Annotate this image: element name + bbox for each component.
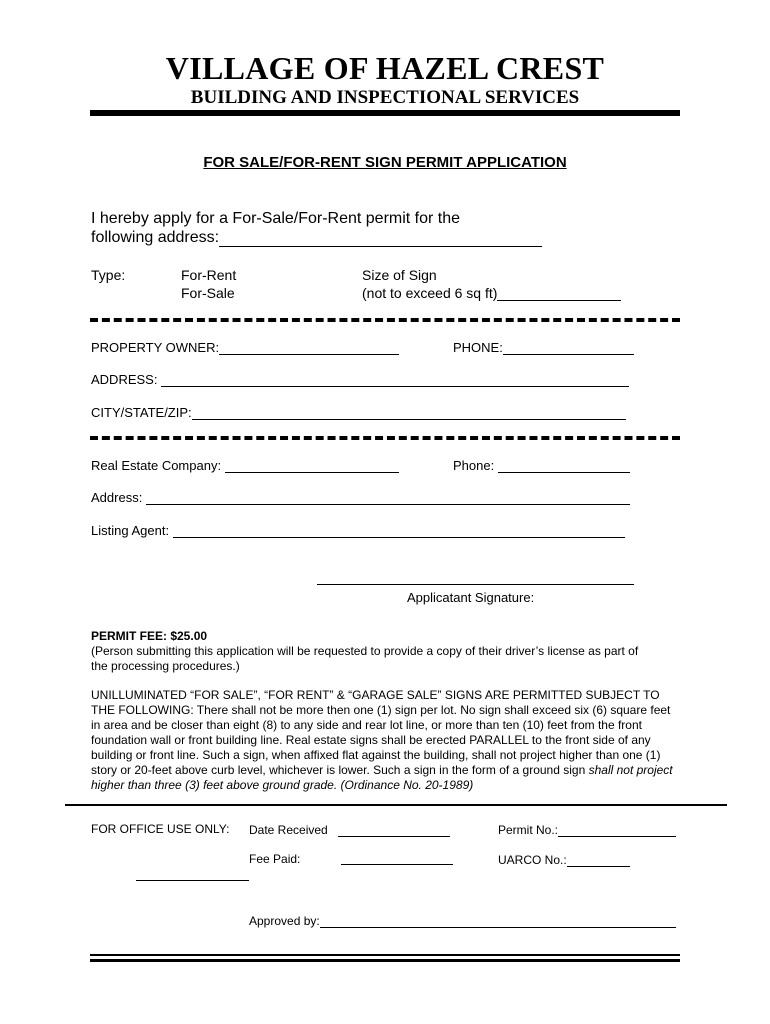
sign-rules-paragraph: [91, 688, 681, 793]
office-divider: [65, 804, 727, 806]
page-title: VILLAGE OF HAZEL CREST: [165, 50, 605, 86]
owner-phone-label: PHONE:: [453, 340, 503, 355]
address-field[interactable]: [219, 232, 542, 247]
fee-paid-label: Fee Paid:: [249, 852, 301, 866]
approved-by-field[interactable]: [320, 913, 676, 928]
permit-no-label: Permit No.:: [498, 823, 559, 837]
permit-no-row: [498, 822, 676, 837]
fee-note-line-2: the processing procedures.): [91, 659, 240, 673]
listing-agent-field[interactable]: [173, 523, 625, 538]
approved-by-row: [249, 913, 676, 928]
owner-city-row: [91, 405, 626, 420]
realtor-address-field[interactable]: [146, 490, 630, 505]
approved-by-label: Approved by:: [249, 914, 320, 928]
type-label: Type:: [91, 267, 126, 283]
size-label: Size of Sign: [362, 267, 437, 283]
owner-city-label: CITY/STATE/ZIP:: [91, 405, 192, 420]
company-field[interactable]: [225, 458, 399, 473]
office-blank-field[interactable]: [136, 880, 249, 881]
option-for-rent[interactable]: For-Rent: [181, 267, 237, 283]
date-received-label: Date Received: [249, 823, 328, 837]
owner-phone-field[interactable]: [503, 340, 634, 355]
header-divider: [90, 110, 680, 116]
office-use-label: FOR OFFICE USE ONLY:: [91, 822, 230, 836]
signature-label: Applicatant Signature:: [407, 590, 535, 605]
date-received-field[interactable]: [338, 822, 450, 837]
size-note: (not to exceed 6 sq ft): [362, 285, 498, 301]
property-owner-field[interactable]: [219, 340, 399, 355]
address-label: following address:: [91, 229, 220, 246]
fee-paid-field[interactable]: [341, 864, 453, 865]
date-received-row: [249, 822, 450, 837]
realtor-phone-field[interactable]: [498, 458, 630, 473]
property-owner-label: PROPERTY OWNER:: [91, 340, 220, 355]
option-for-sale[interactable]: For-Sale: [181, 285, 235, 301]
size-field[interactable]: [497, 286, 621, 301]
uarco-field[interactable]: [567, 852, 630, 867]
form-title: FOR SALE/FOR-RENT SIGN PERMIT APPLICATION: [203, 154, 567, 171]
property-owner-row: [91, 340, 399, 355]
rules-italic-text: shall not project higher than three (3) feet above ground grade. (Ordinance No. 20-1989): [91, 763, 673, 792]
fee-note-line-1: (Person submitting this application will be requested to provide a copy of their driver’s license as part of: [91, 644, 639, 658]
footer-divider-bottom: [90, 959, 680, 962]
listing-agent-label: Listing Agent:: [91, 523, 170, 538]
company-row: [91, 458, 399, 473]
owner-city-field[interactable]: [192, 405, 626, 420]
intro-line-1: I hereby apply for a For-Sale/For-Rent permit for the: [91, 210, 461, 227]
department-subtitle: BUILDING AND INSPECTIONAL SERVICES: [190, 87, 580, 108]
section-divider: [90, 318, 680, 322]
size-row: [362, 285, 621, 301]
owner-address-label: ADDRESS:: [91, 372, 158, 387]
company-label: Real Estate Company:: [91, 458, 222, 473]
intro-line-2: [91, 229, 542, 247]
section-divider: [90, 436, 680, 440]
realtor-address-row: [91, 490, 630, 505]
owner-phone-row: [453, 340, 634, 355]
rules-text: UNILLUMINATED “FOR SALE”, “FOR RENT” & “GARAGE SALE” SIGNS ARE PERMITTED SUBJECT TO THE FOLLOWING: There shall not be more then one (1) sign per lot. No sign shall exceed six (6) square feet in area and be closer than eight (8) to any side and rear lot line, or more than ten (10) feet from the front foundation wall or front building line. Real estate signs shall be erected PARALLEL to the front side of any building or front line. Such a sign, when affixed flat against the building, shall not project higher than one (1) story or 20-feet above curb level, whichever is lower. Such a sign in the form of a ground sign: [91, 688, 671, 777]
permit-fee: PERMIT FEE: $25.00: [91, 629, 208, 643]
realtor-phone-label: Phone:: [453, 458, 495, 473]
owner-address-field[interactable]: [161, 372, 629, 387]
listing-agent-row: [91, 523, 625, 538]
owner-address-row: [91, 372, 629, 387]
signature-field[interactable]: [317, 584, 634, 585]
realtor-address-label: Address:: [91, 490, 143, 505]
realtor-phone-row: [453, 458, 630, 473]
uarco-row: [498, 852, 630, 867]
footer-divider-top: [90, 954, 680, 956]
permit-no-field[interactable]: [558, 822, 676, 837]
uarco-label: UARCO No.:: [498, 853, 567, 867]
